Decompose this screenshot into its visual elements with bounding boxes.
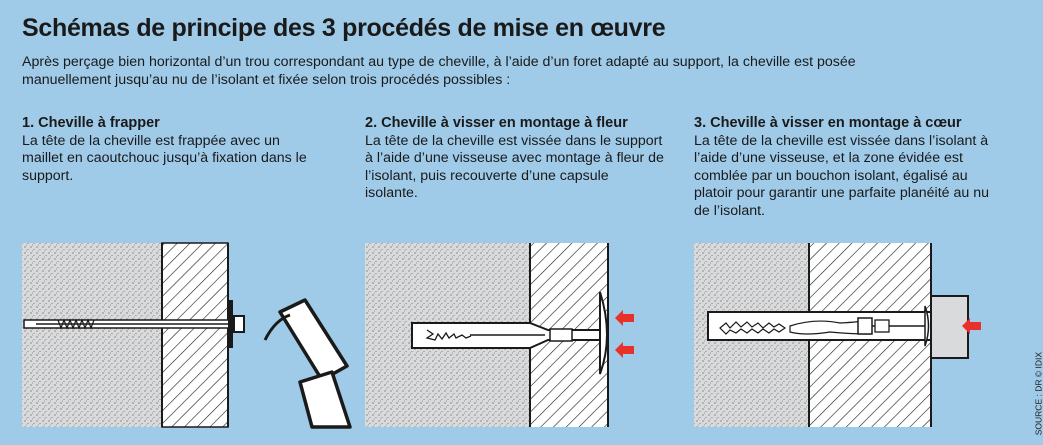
arrow-2-top bbox=[615, 310, 634, 326]
method-1-body: La tête de la cheville est frappée avec un maillet en caoutchouc jusqu’à fixation dans le support. bbox=[22, 132, 307, 184]
diagram-1 bbox=[22, 243, 350, 427]
method-3-heading: 3. Cheville à visser en montage à cœur bbox=[694, 115, 962, 131]
page-title: Schémas de principe des 3 procédés de mise en œuvre bbox=[22, 14, 666, 42]
insulating-plug bbox=[931, 296, 968, 358]
method-2-body: La tête de la cheville est vissée dans le support à l’aide d’une visseuse avec montage à fleur de l’isolant, puis recouverte d’une capsule isolante. bbox=[365, 132, 664, 201]
diagram-3 bbox=[694, 243, 981, 427]
intro-text: Après perçage bien horizontal d’un trou correspondant au type de cheville, à l’aide d’un foret adapté au support, la cheville est posée manuellement jusqu’au nu de l’isolant et fixée selon trois procédés possibles : bbox=[22, 54, 856, 88]
support-1 bbox=[22, 243, 162, 427]
method-1-heading: 1. Cheville à frapper bbox=[22, 115, 160, 131]
method-3-body: La tête de la cheville est vissée dans l’isolant à l’aide d’une visseuse, et la zone évidée est comblée par un bouchon isolant, égalisé au platoir pour garantir une parfaite planéité au nu de l’isolant. bbox=[694, 132, 989, 219]
arrow-2-bottom bbox=[615, 342, 634, 358]
insulation-1 bbox=[162, 243, 228, 427]
mallet-icon bbox=[265, 300, 350, 427]
diagram-2 bbox=[365, 243, 634, 427]
anchor-3 bbox=[708, 306, 931, 346]
source-credit: SOURCE : DR © IDIX bbox=[1033, 352, 1043, 436]
method-2-heading: 2. Cheville à visser en montage à fleur bbox=[365, 115, 628, 131]
